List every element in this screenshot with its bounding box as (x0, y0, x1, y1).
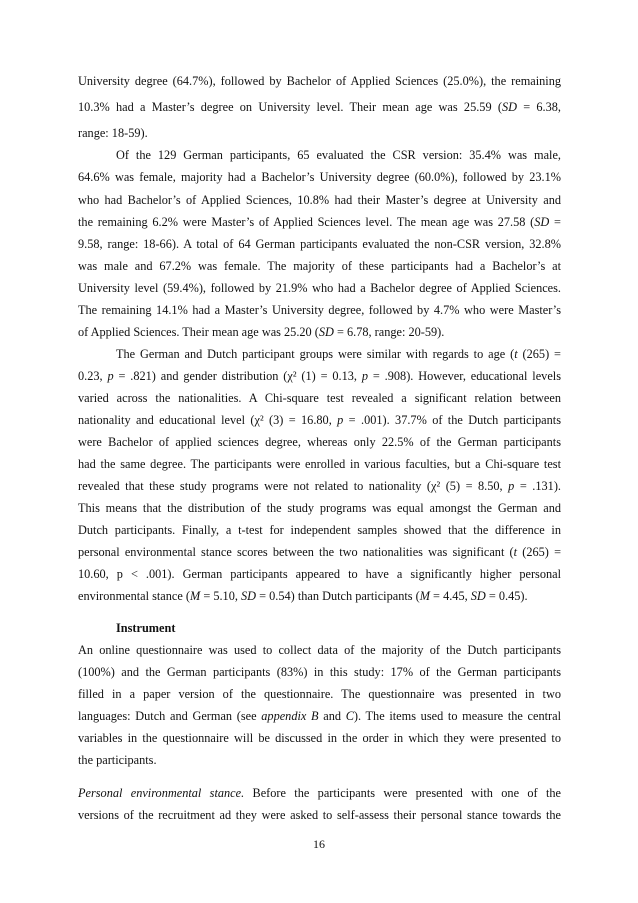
text-line: University level (59.4%), followed by 21.9% who had a Bachelor degree of Applied Sciences. (78, 281, 561, 295)
text-line: who had Bachelor’s of Applied Sciences, 10.8% had their Master’s degree at University and (78, 193, 561, 207)
text-line: Dutch participants. Finally, a t-test for independent samples showed that the difference in (78, 523, 561, 537)
text-line: The remaining 14.1% had a Master’s University degree, followed by 4.7% who were Master’s (78, 303, 561, 317)
text-line: was male and 67.2% was female. The majority of these participants had a Bachelor’s at (78, 259, 561, 273)
text-line: varied across the nationalities. A Chi-square test revealed a significant relation between (78, 391, 561, 405)
text-line: This means that the distribution of the study programs was equal amongst the German and (78, 501, 561, 515)
text-line: The German and Dutch participant groups were similar with regards to age (t (265) = (116, 347, 561, 361)
text-line: filled in a paper version of the questionnaire. The questionnaire was presented in two (78, 687, 561, 701)
text-line: 0.23, p = .821) and gender distribution (χ² (1) = 0.13, p = .908). However, educational levels (78, 369, 561, 383)
text-line: environmental stance (M = 5.10, SD = 0.54) than Dutch participants (M = 4.45, SD = 0.45). (78, 589, 528, 603)
text-line: Of the 129 German participants, 65 evaluated the CSR version: 35.4% was male, (116, 148, 561, 162)
text-line: had the same degree. The participants were enrolled in various faculties, but a Chi-square test (78, 457, 561, 471)
text-line: (100%) and the German participants (83%) in this study: 17% of the German participants (78, 665, 561, 679)
text-line: personal environmental stance scores between the two nationalities was significant (t (265) = (78, 545, 561, 559)
text-line: variables in the questionnaire will be discussed in the order in which they were presented to (78, 731, 561, 745)
text-line: the participants. (78, 753, 157, 767)
text-line: 10.60, p < .001). German participants appeared to have a significantly higher personal (78, 567, 561, 581)
section-heading: Instrument (116, 621, 176, 635)
text-line: were Bachelor of applied sciences degree, whereas only 22.5% of the German participants (78, 435, 561, 449)
text-line: 64.6% was female, majority had a Bachelor’s University degree (60.0%), followed by 23.1% (78, 170, 561, 184)
text-line: the remaining 6.2% were Master’s of Applied Sciences level. The mean age was 27.58 (SD = (78, 215, 561, 229)
text-line: 9.58, range: 18-66). A total of 64 German participants evaluated the non-CSR version, 32.8% (78, 237, 561, 251)
text-line: 10.3% had a Master’s degree on University level. Their mean age was 25.59 (SD = 6.38, (78, 100, 561, 114)
text-line: Personal environmental stance. Before the participants were presented with one of the (78, 786, 561, 800)
text-line: range: 18-59). (78, 126, 148, 140)
text-line: revealed that these study programs were not related to nationality (χ² (5) = 8.50, p = .131). (78, 479, 561, 493)
text-line: languages: Dutch and German (see appendix B and C). The items used to measure the central (78, 709, 561, 723)
text-line: nationality and educational level (χ² (3) = 16.80, p = .001). 37.7% of the Dutch participants (78, 413, 561, 427)
text-line: versions of the recruitment ad they were asked to self-assess their personal stance towards the (78, 808, 561, 822)
page-number: 16 (313, 837, 325, 851)
text-line: of Applied Sciences. Their mean age was 25.20 (SD = 6.78, range: 20-59). (78, 325, 445, 339)
text-line: University degree (64.7%), followed by Bachelor of Applied Sciences (25.0%), the remaining (78, 74, 561, 88)
text-line: An online questionnaire was used to collect data of the majority of the Dutch participants (78, 643, 561, 657)
